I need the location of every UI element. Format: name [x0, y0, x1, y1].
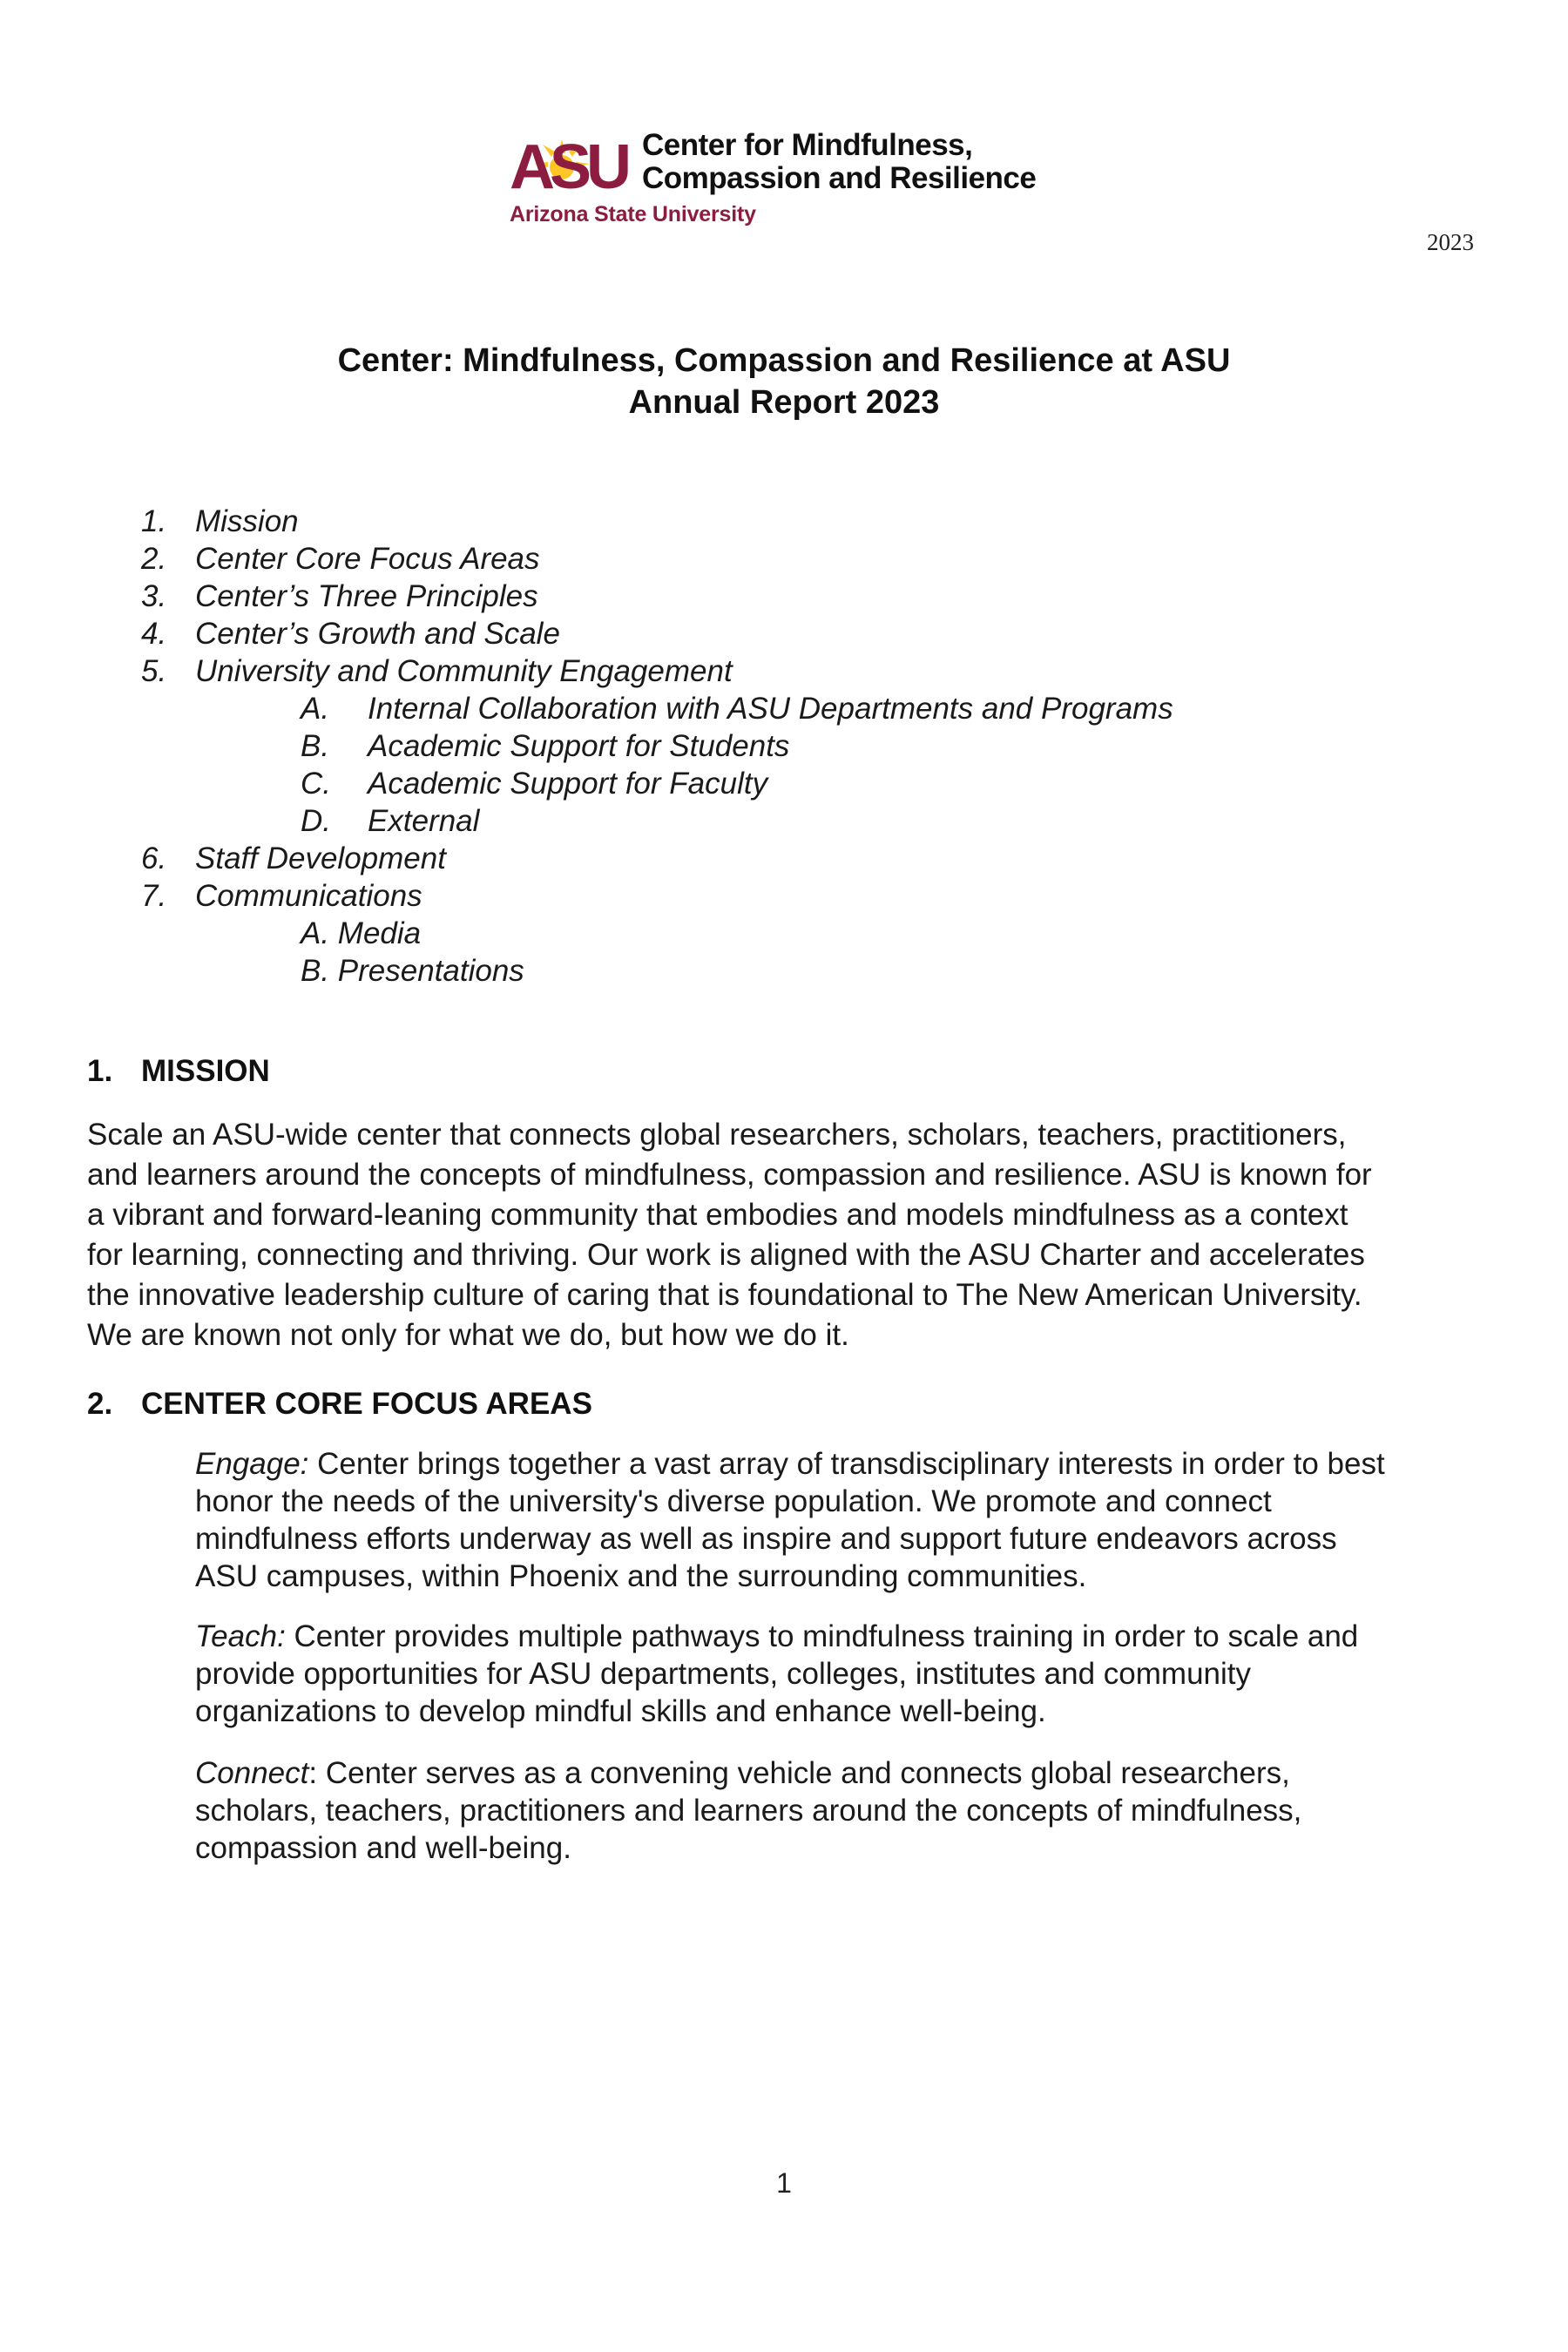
toc-item — [0, 540, 1568, 578]
paragraph-line: for learning, connecting and thriving. Our work is aligned with the ASU Charter and accelerates — [87, 1238, 1365, 1272]
focus-connect-paragraph — [195, 1754, 1484, 1867]
toc-subitem — [0, 952, 1568, 990]
report-title: Center: Mindfulness, Compassion and Resilience at ASU — [337, 342, 1231, 379]
toc-item — [0, 578, 1568, 615]
toc-item — [0, 840, 1568, 877]
toc-letter: B. — [301, 729, 330, 763]
center-name-line2: Compassion and Resilience — [642, 161, 1037, 195]
svg-text:ASU: ASU — [510, 132, 627, 193]
toc-item — [0, 652, 1568, 690]
paragraph-line: Scale an ASU-wide center that connects global researchers, scholars, teachers, practitioners, — [87, 1118, 1347, 1152]
paragraph-line: We are known not only for what we do, but how we do it. — [87, 1318, 849, 1352]
toc-number: 6. — [141, 841, 167, 875]
focus-lead: Connect — [195, 1756, 309, 1790]
toc-letter: D. — [301, 804, 331, 838]
toc-text: Mission — [195, 504, 299, 538]
center-name — [642, 129, 1036, 195]
toc-text: Center Core Focus Areas — [195, 542, 540, 576]
toc-letter: C. — [301, 767, 331, 801]
toc-number: 4. — [141, 617, 167, 651]
paragraph-line — [195, 1754, 1484, 1792]
table-of-contents — [0, 503, 1568, 990]
paragraph-line: scholars, teachers, practitioners and learners around the concepts of mindfulness, — [195, 1794, 1302, 1828]
mission-paragraph — [87, 1115, 1481, 1355]
paragraph-line: ASU campuses, within Phoenix and the surrounding communities. — [195, 1559, 1087, 1593]
toc-subitem — [0, 690, 1568, 727]
toc-text: B. Presentations — [301, 954, 524, 988]
toc-subitem — [0, 915, 1568, 952]
focus-teach-paragraph — [195, 1618, 1484, 1730]
center-name-line1: Center for Mindfulness, — [642, 128, 973, 162]
toc-item — [0, 877, 1568, 915]
paragraph-line: honor the needs of the university's diverse population. We promote and connect — [195, 1484, 1272, 1518]
toc-text: Staff Development — [195, 841, 446, 875]
page-number: 1 — [776, 2167, 792, 2199]
focus-text: : Center serves as a convening vehicle and connects global researchers, — [308, 1756, 1290, 1790]
paragraph-line: organizations to develop mindful skills and enhance well-being. — [195, 1694, 1046, 1728]
section-title: CENTER CORE FOCUS AREAS — [141, 1387, 592, 1421]
focus-engage-paragraph — [195, 1445, 1484, 1595]
section-number: 1. — [87, 1054, 113, 1088]
toc-text: Academic Support for Faculty — [368, 767, 768, 801]
toc-text: Center’s Growth and Scale — [195, 617, 560, 651]
header-year: 2023 — [1427, 229, 1474, 255]
toc-number: 3. — [141, 579, 167, 613]
report-subtitle: Annual Report 2023 — [628, 384, 940, 421]
section-title: MISSION — [141, 1054, 270, 1088]
toc-number: 2. — [141, 542, 167, 576]
section-heading-mission — [87, 1052, 270, 1091]
paragraph-line: and learners around the concepts of mindfulness, compassion and resilience. ASU is known for — [87, 1158, 1372, 1192]
toc-text: Internal Collaboration with ASU Departments and Programs — [368, 692, 1173, 726]
toc-text: External — [368, 804, 480, 838]
focus-text: Center brings together a vast array of transdisciplinary interests in order to best — [308, 1447, 1385, 1481]
paragraph-line: provide opportunities for ASU departments, colleges, institutes and community — [195, 1657, 1252, 1691]
paragraph-line — [195, 1445, 1484, 1483]
section-heading-focus-areas — [87, 1385, 592, 1423]
toc-text: Communications — [195, 879, 422, 913]
toc-number: 5. — [141, 654, 167, 688]
asu-center-logo — [510, 129, 1067, 233]
toc-item — [0, 615, 1568, 652]
paragraph-line: the innovative leadership culture of caring that is foundational to The New American University. — [87, 1278, 1362, 1312]
toc-subitem — [0, 802, 1568, 840]
toc-subitem — [0, 727, 1568, 765]
focus-text: Center provides multiple pathways to mindfulness training in order to scale and — [285, 1619, 1359, 1653]
toc-text: Center’s Three Principles — [195, 579, 538, 613]
toc-text: University and Community Engagement — [195, 654, 733, 688]
toc-text: A. Media — [301, 916, 422, 950]
toc-subitem — [0, 765, 1568, 802]
toc-text: Academic Support for Students — [368, 729, 790, 763]
paragraph-line: a vibrant and forward-leaning community that embodies and models mindfulness as a context — [87, 1198, 1348, 1232]
asu-sunburst-logo-icon — [510, 132, 639, 193]
toc-item — [0, 503, 1568, 540]
toc-letter: A. — [301, 692, 330, 726]
paragraph-line — [195, 1618, 1484, 1655]
university-name: Arizona State University — [510, 202, 756, 226]
paragraph-line: compassion and well-being. — [195, 1831, 571, 1865]
toc-number: 7. — [141, 879, 167, 913]
toc-number: 1. — [141, 504, 167, 538]
section-number: 2. — [87, 1387, 113, 1421]
focus-lead: Engage: — [195, 1447, 309, 1481]
focus-lead: Teach: — [195, 1619, 286, 1653]
paragraph-line: mindfulness efforts underway as well as inspire and support future endeavors across — [195, 1522, 1337, 1556]
